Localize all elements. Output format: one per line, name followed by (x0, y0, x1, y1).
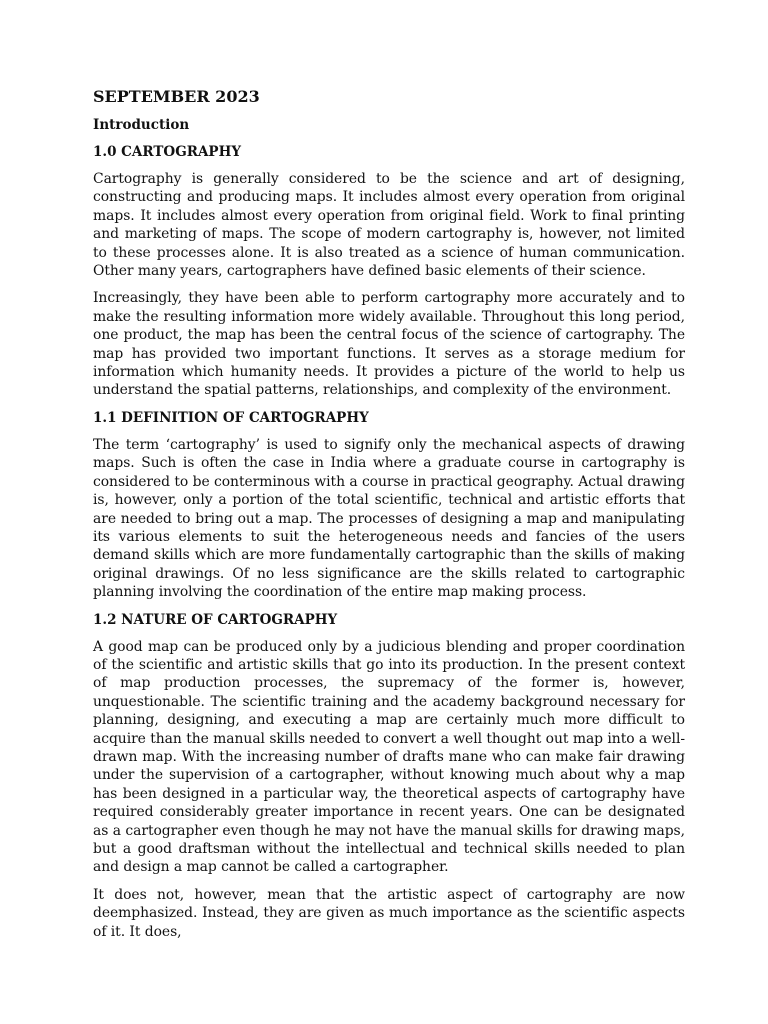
section-heading: 1.0 CARTOGRAPHY (93, 144, 241, 160)
document-page (93, 86, 685, 950)
paragraph: It does not, however, mean that the artistic aspect of cartography are now deemphasized. Instead, they are given as much importance as the scientific aspects of it. It does, (93, 886, 685, 940)
document-date-title: SEPTEMBER 2023 (93, 87, 260, 106)
section-heading: 1.1 DEFINITION OF CARTOGRAPHY (93, 409, 369, 426)
introduction-label: Introduction (93, 117, 190, 133)
paragraph: Cartography is generally considered to be the science and art of designing, constructing and producing maps. It includes almost every operation from original maps. It includes almost every operation from original field. Work to final printing and marketing of maps. The scope of modern cartography is, however, not limited to these processes alone. It is also treated as a science of human communication. Other many years, cartographers have defined basic elements of their science. (93, 171, 685, 280)
section-nature (93, 611, 685, 942)
section-heading: 1.2 NATURE OF CARTOGRAPHY (93, 611, 338, 628)
paragraph: A good map can be produced only by a judicious blending and proper coordination of the scientific and artistic skills that go into its production. In the present context of map production processes, the supremacy of the former is, however, unquestionable. The scientific training and the academy background necessary for planning, designing, and executing a map are certainly much more difficult to acquire than the manual skills needed to convert a well thought out map into a well-drawn map. With the increasing number of drafts mane who can make fair drawing under the supervision of a cartographer, without knowing much about why a map has been designed in a particular way, the theoretical aspects of cartography have required considerably greater importance in recent years. One can be designated as a cartographer even though he may not have the manual skills for drawing maps, but a good draftsman without the intellectual and technical skills needed to plan and design a map cannot be called a cartographer. (93, 638, 685, 876)
section-cartography (93, 143, 685, 400)
paragraph: The term ‘cartography’ is used to signify only the mechanical aspects of drawing maps. Such is often the case in India where a graduate course in cartography is considered to be conterminous with a course in practical geography. Actual drawing is, however, only a portion of the total scientific, technical and artistic efforts that are needed to bring out a map. The processes of designing a map and manipulating its various elements to suit the heterogeneous needs and fancies of the users demand skills which are more fundamentally cartographic than the skills of making original drawings. Of no less significance are the skills related to cartographic planning involving the coordination of the entire map making process. (93, 436, 685, 601)
paragraph: Increasingly, they have been able to perform cartography more accurately and to make the resulting information more widely available. Throughout this long period, one product, the map has been the central focus of the science of cartography. The map has provided two important functions. It serves as a storage medium for information which humanity needs. It provides a picture of the world to help us understand the spatial patterns, relationships, and complexity of the environment. (93, 290, 685, 399)
section-definition (93, 409, 685, 602)
